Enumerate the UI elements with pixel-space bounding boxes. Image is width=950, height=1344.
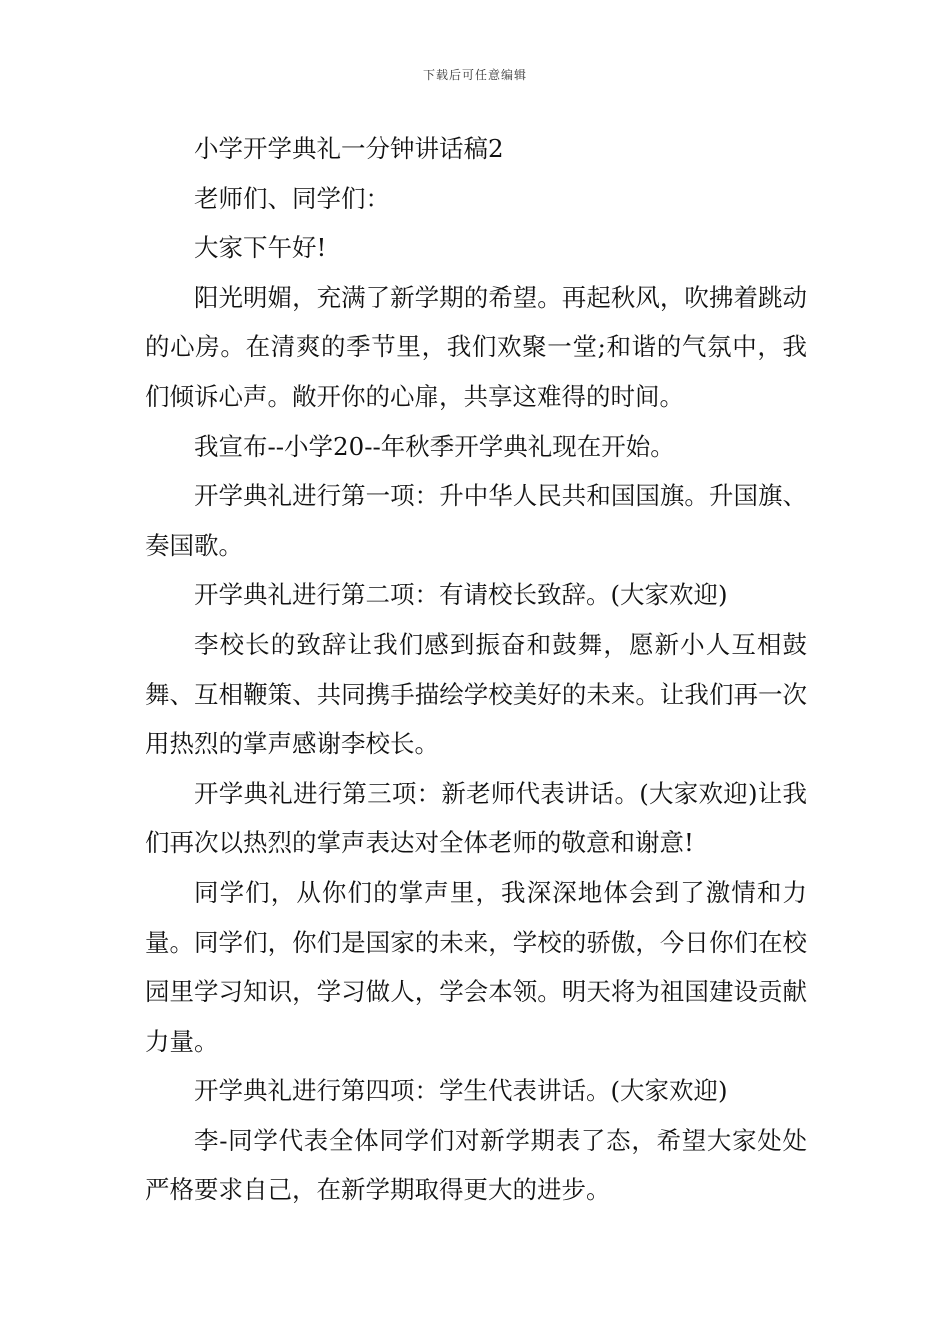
paragraph: 开学典礼进行第二项：有请校长致辞。(大家欢迎) [194, 580, 728, 610]
paragraph: 李校长的致辞让我们感到振奋和鼓舞，愿新小人互相鼓舞、互相鞭策、共同携手描绘学校美好的未来。让我们再一次用热烈的掌声感谢李校长。 [145, 629, 807, 759]
paragraph: 阳光明媚，充满了新学期的希望。再起秋风，吹拂着跳动的心房。在清爽的季节里，我们欢聚一堂;和谐的气氛中，我们倾诉心声。敞开你的心扉，共享这难得的时间。 [145, 282, 807, 411]
paragraph: 开学典礼进行第四项：学生代表讲话。(大家欢迎) [194, 1076, 728, 1106]
paragraph: 开学典礼进行第三项：新老师代表讲话。(大家欢迎)让我们再次以热烈的掌声表达对全体老师的敬意和谢意! [145, 778, 807, 858]
paragraph: 李-同学代表全体同学们对新学期表了态，希望大家处处严格要求自己，在新学期取得更大的进步。 [145, 1125, 807, 1205]
paragraph: 开学典礼进行第一项：升中华人民共和国国旗。升国旗、奏国歌。 [145, 481, 807, 560]
page-header-note: 下载后可任意编辑 [422, 68, 527, 82]
greeting: 大家下午好! [194, 233, 327, 263]
paragraph: 我宣布--小学20--年秋季开学典礼现在开始。 [194, 431, 675, 461]
salutation: 老师们、同学们： [194, 183, 390, 213]
document-title: 小学开学典礼一分钟讲话稿2 [194, 134, 504, 163]
paragraph: 同学们，从你们的掌声里，我深深地体会到了激情和力量。同学们，你们是国家的未来，学校的骄傲，今日你们在校园里学习知识，学习做人，学会本领。明天将为祖国建设贡献力量。 [145, 877, 807, 1056]
document-body [145, 124, 807, 1215]
